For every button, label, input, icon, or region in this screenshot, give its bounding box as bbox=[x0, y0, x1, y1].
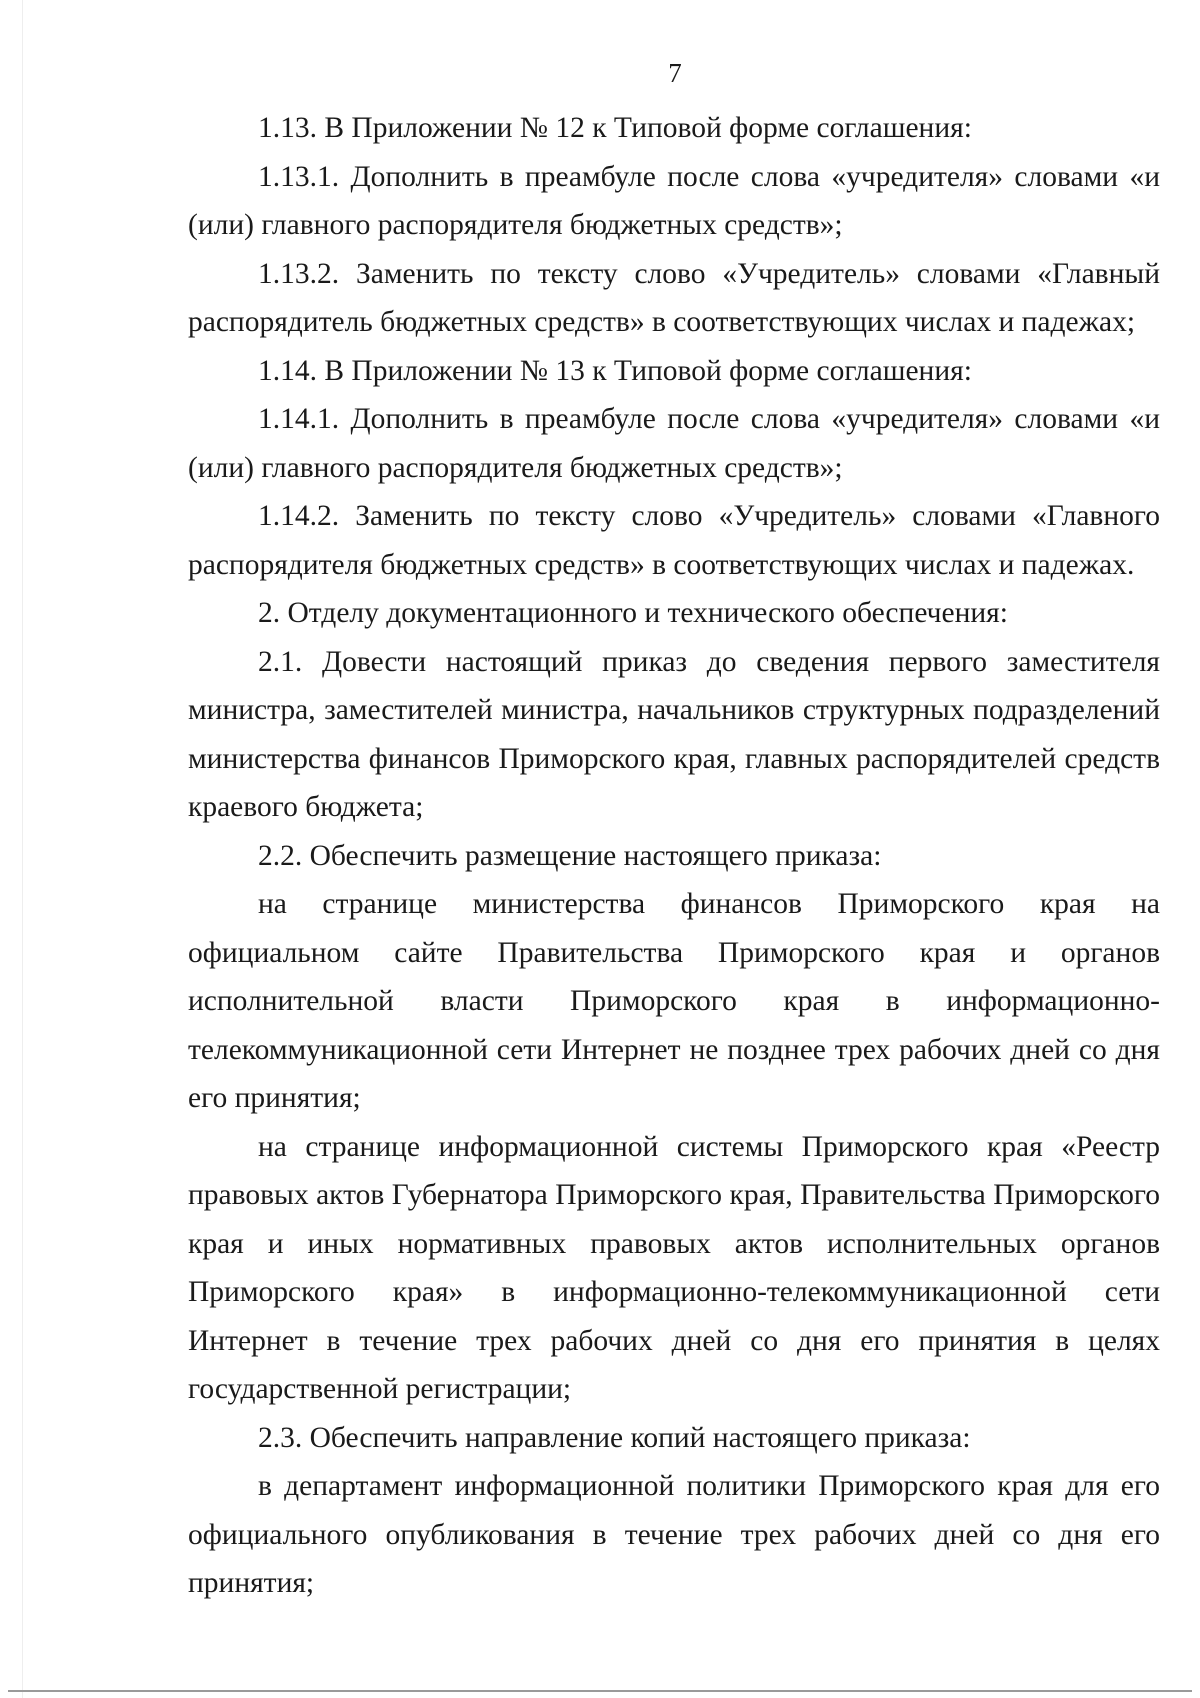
paragraph-2-3-department: в департамент информационной политики Приморского края для его официального опубликования в течение трех рабочих дней со дня его принятия; bbox=[188, 1470, 1160, 1599]
paragraph-2-2-registry: на странице информационной системы Приморского края «Реестр правовых актов Губернатора Приморского края, Правительства Приморского края и иных нормативных правовых актов исполнительных органов Приморского края» в информационно-телекоммуникационной сети Интернет в течение трех рабочих дней со дня его принятия в целях государственной регистрации; bbox=[188, 1130, 1160, 1405]
paragraph-1-13-2: 1.13.2. Заменить по тексту слово «Учредитель» словами «Главный распорядитель бюджетных средств» в соответствующих числах и падежах; bbox=[188, 257, 1160, 338]
scan-edge bbox=[22, 0, 23, 1698]
paragraph-1-13-1: 1.13.1. Дополнить в преамбуле после слова «учредителя» словами «и (или) главного распорядителя бюджетных средств»; bbox=[188, 160, 1160, 241]
paragraph-1-13: 1.13. В Приложении № 12 к Типовой форме соглашения: bbox=[258, 112, 972, 144]
paragraph-1-14-1: 1.14.1. Дополнить в преамбуле после слова «учредителя» словами «и (или) главного распорядителя бюджетных средств»; bbox=[188, 403, 1160, 484]
paragraph-2-2: 2.2. Обеспечить размещение настоящего приказа: bbox=[258, 839, 882, 872]
scan-bottom-edge bbox=[8, 1690, 1192, 1692]
paragraph-2-2-site: на странице министерства финансов Приморского края на официальном сайте Правительства Приморского края и органов исполнительной власти Приморского края в информационно-телекоммуникационной сети Интернет не позднее трех рабочих дней со дня его принятия; bbox=[188, 888, 1160, 1114]
document-body bbox=[188, 104, 1160, 1608]
paragraph-2: 2. Отделу документационного и технического обеспечения: bbox=[258, 597, 1008, 629]
paragraph-2-1: 2.1. Довести настоящий приказ до сведения первого заместителя министра, заместителей министра, начальников структурных подразделений министерства финансов Приморского края, главных распорядителей средств краевого бюджета; bbox=[188, 645, 1160, 823]
paragraph-2-3: 2.3. Обеспечить направление копий настоящего приказа: bbox=[258, 1421, 971, 1454]
paragraph-1-14-2: 1.14.2. Заменить по тексту слово «Учредитель» словами «Главного распорядителя бюджетных средств» в соответствующих числах и падежах. bbox=[188, 500, 1160, 581]
paragraph-1-14: 1.14. В Приложении № 13 к Типовой форме соглашения: bbox=[258, 354, 972, 387]
page-number: 7 bbox=[668, 58, 682, 88]
